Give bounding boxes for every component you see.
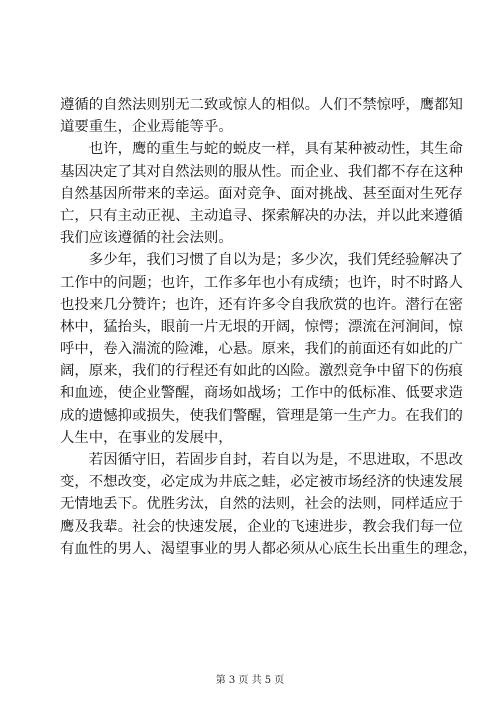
text-line: 林中，猛抬头，眼前一片无垠的开阔，惊愕；漂流在河涧间，惊: [60, 318, 463, 335]
text-line: 无情地丢下。优胜劣汰，自然的法则，社会的法则，同样适应于: [60, 496, 463, 513]
text-line: 自然基因所带来的幸运。面对竞争、面对挑战、甚至面对生死存: [60, 185, 463, 202]
text-line: 亡，只有主动正视、主动追寻、探索解决的办法，并以此来遵循: [60, 207, 463, 224]
text-line: 阔，原来，我们的行程还有如此的凶险。激烈竞争中留下的伤痕: [60, 363, 463, 380]
page-footer: 第 3 页 共 5 页: [215, 675, 285, 686]
text-line: 呼中，卷入湍流的险滩，心悬。原来，我们的前面还有如此的广: [60, 341, 463, 358]
text-line: 变，不想改变，必定成为井底之蛙，必定被市场经济的快速发展: [60, 474, 463, 491]
text-line: 鹰及我辈。社会的快速发展，企业的飞速进步，教会我们每一位: [60, 518, 463, 535]
text-line: 若因循守旧，若固步自封，若自以为是，不思进取，不思改: [88, 452, 463, 468]
text-line: 有血性的男人、渴望事业的男人都必须从心底生长出重生的理念，: [60, 540, 478, 557]
text-line: 多少年，我们习惯了自以为是；多少次，我们凭经验解决了: [88, 252, 463, 269]
text-line: 我们应该遵循的社会法则。: [60, 230, 233, 247]
text-line: 和血迹，使企业警醒，商场如战场；工作中的低标准、低要求造: [60, 385, 463, 402]
document-body: [60, 94, 478, 560]
text-line: 人生中，在事业的发展中，: [60, 429, 233, 446]
text-line: 也投来几分赞许；也许，还有许多令自我欣赏的也许。潜行在密: [60, 296, 463, 313]
text-line: 基因决定了其对自然法则的服从性。而企业、我们都不存在这种: [60, 163, 463, 180]
text-line: 道要重生，企业焉能等乎。: [60, 119, 233, 136]
text-line: 成的遗憾抑或损失，使我们警醒，管理是第一生产力。在我们的: [60, 407, 463, 424]
text-line: 工作中的问题；也许，工作多年也小有成绩；也许，时不时路人: [60, 274, 463, 291]
text-line: 也许，鹰的重生与蛇的蜕皮一样，具有某种被动性，其生命: [88, 141, 463, 158]
text-line: 遵循的自然法则别无二致或惊人的相似。人们不禁惊呼，鹰都知: [60, 97, 463, 113]
